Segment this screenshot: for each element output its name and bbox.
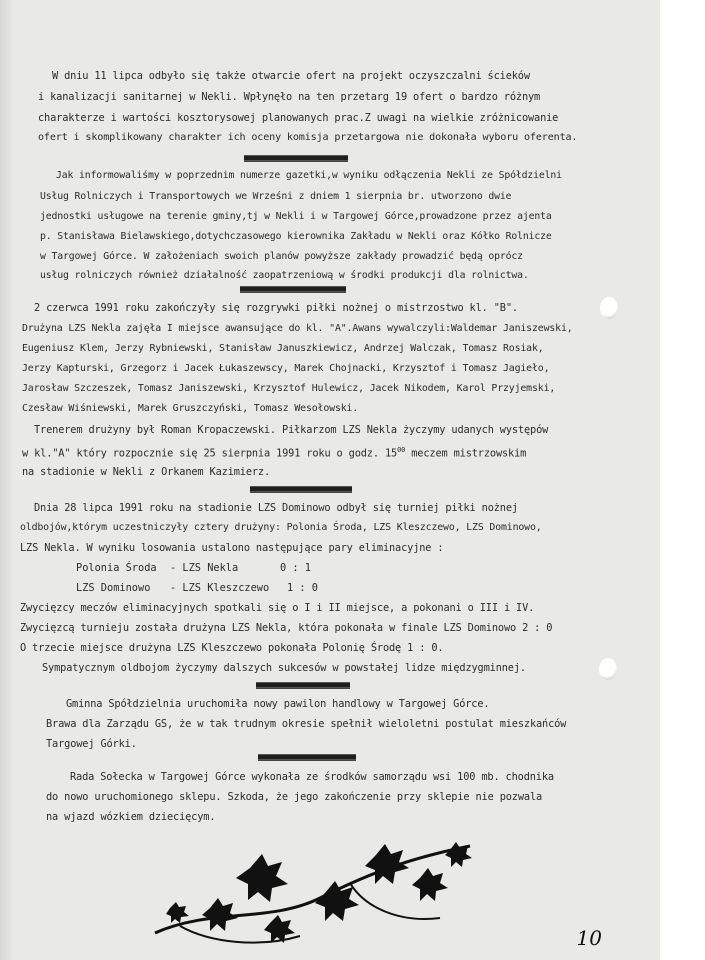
match-row-1-team-a: Polonia Środa [76,562,157,574]
section-divider [244,155,348,161]
article-1-line-1: W dniu 11 lipca odbyło się także otwarcie ofert na projekt oczyszczalni ścieków [52,70,530,82]
article-6-line-2: do nowo uruchomionego sklepu. Szkoda, że jego zakończenie przy sklepie nie pozwala [46,791,543,803]
article-3-line-9: na stadionie w Nekli z Orkanem Kazimierz. [22,466,271,478]
section-divider [256,682,350,688]
article-4-after-line-3: O trzecie miejsce drużyna LZS Kleszczewo pokonała Polonię Środę 1 : 0. [20,642,444,654]
article-3-line-6: Czesław Wiśniewski, Marek Gruszczyński, Tomasz Wesołowski. [22,403,359,414]
punch-hole [599,658,617,680]
article-2-line-1: Jak informowaliśmy w poprzednim numerze gazetki,w wyniku odłączenia Nekli ze Spółdzielni [56,170,562,181]
article-1-line-4: ofert i skomplikowany charakter ich oceny komisja przetargowa nie dokonała wyboru oferenta. [38,132,578,143]
article-4-line-1: Dnia 28 lipca 1991 roku na stadionie LZS Dominowo odbył się turniej piłki nożnej [34,502,518,514]
article-2-line-6: usług rolniczych również działalność zaopatrzeniową w środki produkcji dla rolnictwa. [40,270,529,281]
article-2-line-3: jednostki usługowe na terenie gminy,tj w Nekli i w Targowej Górce,prowadzone przez ajenta [40,211,552,222]
article-6-line-3: na wjazd wózkiem dziecięcym. [46,811,216,823]
match-row-2-team-a: LZS Dominowo [76,582,151,594]
article-3-line-3: Eugeniusz Klem, Jerzy Rybniewski, Stanisław Januszkiewicz, Andrzej Walczak, Tomasz Rosiak, [22,343,544,354]
article-3-line-1: 2 czerwca 1991 roku zakończyły się rozgrywki piłki nożnej o mistrzostwo kl. "B". [34,302,518,314]
article-4-after-line-1: Zwycięzcy meczów eliminacyjnych spotkali się o I i II miejsce, a pokonani o III i IV. [20,602,535,614]
hour-superscript: 00 [397,446,406,454]
article-6-line-1: Rada Sołecka w Targowej Górce wykonała ze środków samorządu wsi 100 mb. chodnika [70,771,554,783]
article-1-line-2: i kanalizacji sanitarnej w Nekli. Wpłynęło na ten przetarg 19 ofert o bardzo różnym [38,91,541,103]
match-row-1-score: 0 : 1 [280,562,311,574]
ivy-leaves-ornament-icon [150,838,480,953]
page-number: 10 [576,926,602,950]
article-3-line-2: Drużyna LZS Nekla zajęła I miejsce awansujące do kl. "A".Awans wywalczyli:Waldemar Janiszewski, [22,323,573,334]
article-5-line-1: Gminna Spółdzielnia uruchomiła nowy pawilon handlowy w Targowej Górce. [66,698,490,710]
article-2-line-5: w Targowej Górce. W założeniach swoich planów powyższe zakłady prowadzić będą oprócz [40,251,523,262]
section-divider [250,486,352,492]
article-4-line-2: oldbojów,którym uczestniczyły cztery drużyny: Polonia Środa, LZS Kleszczewo, LZS Dominowo, [20,522,542,533]
article-4-after-line-4: Sympatycznym oldbojom życzymy dalszych sukcesów w powstałej lidze międzygminnej. [42,662,526,674]
article-3-line-8 [22,446,526,459]
article-3-line-5: Jarosław Szczeszek, Tomasz Janiszewski, Krzysztof Hulewicz, Jacek Nikodem, Karol Przyjemski, [22,383,556,394]
article-5-line-3: Targowej Górki. [46,738,137,750]
article-4-line-3: LZS Nekla. W wyniku losowania ustalono następujące pary eliminacyjne : [20,542,444,554]
punch-hole [600,297,618,319]
article-3-line-7: Trenerem drużyny był Roman Kropaczewski. Piłkarzom LZS Nekla życzymy udanych występów [34,424,549,436]
section-divider [240,286,346,292]
article-5-line-2: Brawa dla Zarządu GS, że w tak trudnym okresie spełnił wieloletni postulat mieszkańców [46,718,567,730]
article-2-line-4: p. Stanisława Bielawskiego,dotychczasowego kierownika Zakładu w Nekli oraz Kółko Rolnicze [40,231,552,242]
article-4-after-line-2: Zwycięzcą turnieju została drużyna LZS Nekla, która pokonała w finale LZS Dominowo 2 : 0 [20,622,553,634]
article-1-line-3: charakterze i wartości kosztorysowej planowanych prac.Z uwagi na wielkie zróżnicowanie [38,112,559,124]
section-divider [258,754,356,760]
article-2-line-2: Usług Rolniczych i Transportowych we Wrześni z dniem 1 sierpnia br. utworzono dwie [40,191,512,202]
match-row-1-team-b: - LZS Nekla [170,562,239,574]
match-row-2-score: 1 : 0 [287,582,318,594]
article-3-line-4: Jerzy Kapturski, Grzegorz i Jacek Łukaszewscy, Marek Chojnacki, Krzysztof i Tomasz Jagieło, [22,363,550,374]
match-row-2-team-b: - LZS Kleszczewo [170,582,270,594]
article-3-line-8-end: meczem mistrzowskim [405,447,527,460]
article-3-line-8-start: w kl."A" który rozpocznie się 25 sierpnia 1991 roku o godz. 15 [22,447,398,460]
